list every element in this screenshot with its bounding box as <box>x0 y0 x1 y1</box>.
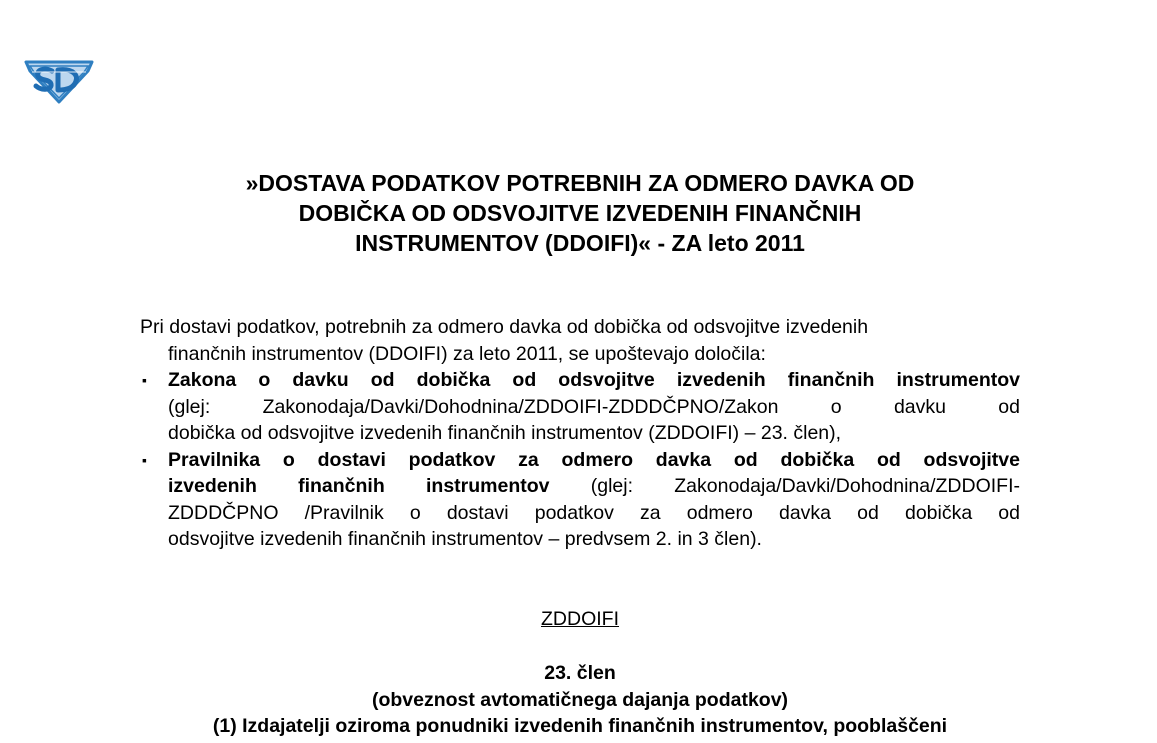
title-line-2: DOBIČKA OD ODSVOJITVE IZVEDENIH FINANČNIH <box>298 200 862 226</box>
article-block <box>140 660 1020 740</box>
section-heading: ZDDOIFI <box>541 608 619 630</box>
intro-paragraph <box>140 314 1020 367</box>
article-paragraph-start: (1) Izdajatelji oziroma ponudniki izvedenih finančnih instrumentov, pooblaščeni <box>212 715 948 737</box>
rule-reference-line-1: ZDDDČPNO /Pravilnik o dostavi podatkov za odmero davka od dobička od <box>168 501 1020 524</box>
law-title: Zakona o davku od dobička od odsvojitve izvedenih finančnih instrumentov <box>168 369 1020 391</box>
title-line-3: INSTRUMENTOV (DDOIFI)« - ZA leto 2011 <box>355 230 805 256</box>
title-line-1: »DOSTAVA PODATKOV POTREBNIH ZA ODMERO DAVKA OD <box>245 170 915 196</box>
intro-line-2: finančnih instrumentov (DDOIFI) za leto 2011, se upoštevajo določila: <box>168 342 766 365</box>
list-item-pravilnik <box>140 447 1020 553</box>
rule-title-line-1: Pravilnika o dostavi podatkov za odmero davka od dobička od odsvojitve <box>168 448 1020 471</box>
law-reference-line-1: (glej: Zakonodaja/Davki/Dohodnina/ZDDOIFI-ZDDDČPNO/Zakon o davku od <box>168 395 1020 418</box>
article-subtitle: (obveznost avtomatičnega dajanja podatkov) <box>371 688 789 711</box>
document-title <box>140 168 1020 258</box>
rule-reference-start: (glej: Zakonodaja/Davki/Dohodnina/ZDDOIFI- <box>549 475 1020 497</box>
law-reference-line-2: dobička od odsvojitve izvedenih finančnih instrumentov (ZDDOIFI) – 23. člen), <box>168 422 842 444</box>
bullet-square-icon: ▪ <box>142 451 147 468</box>
regulation-list <box>140 367 1020 553</box>
rule-title-line-2 <box>168 473 1020 500</box>
rule-reference-line-2: odsvojitve izvedenih finančnih instrumentov – predvsem 2. in 3 člen). <box>168 528 762 550</box>
article-number: 23. člen <box>544 662 616 684</box>
intro-line-1: Pri dostavi podatkov, potrebnih za odmero davka od dobička od odsvojitve izvedenih <box>140 316 869 338</box>
bullet-square-icon: ▪ <box>142 372 147 388</box>
rule-title-bold-part: izvedenih finančnih instrumentov <box>168 475 550 497</box>
list-item-zakon <box>140 367 1020 447</box>
sd-shield-logo-icon <box>22 52 96 104</box>
